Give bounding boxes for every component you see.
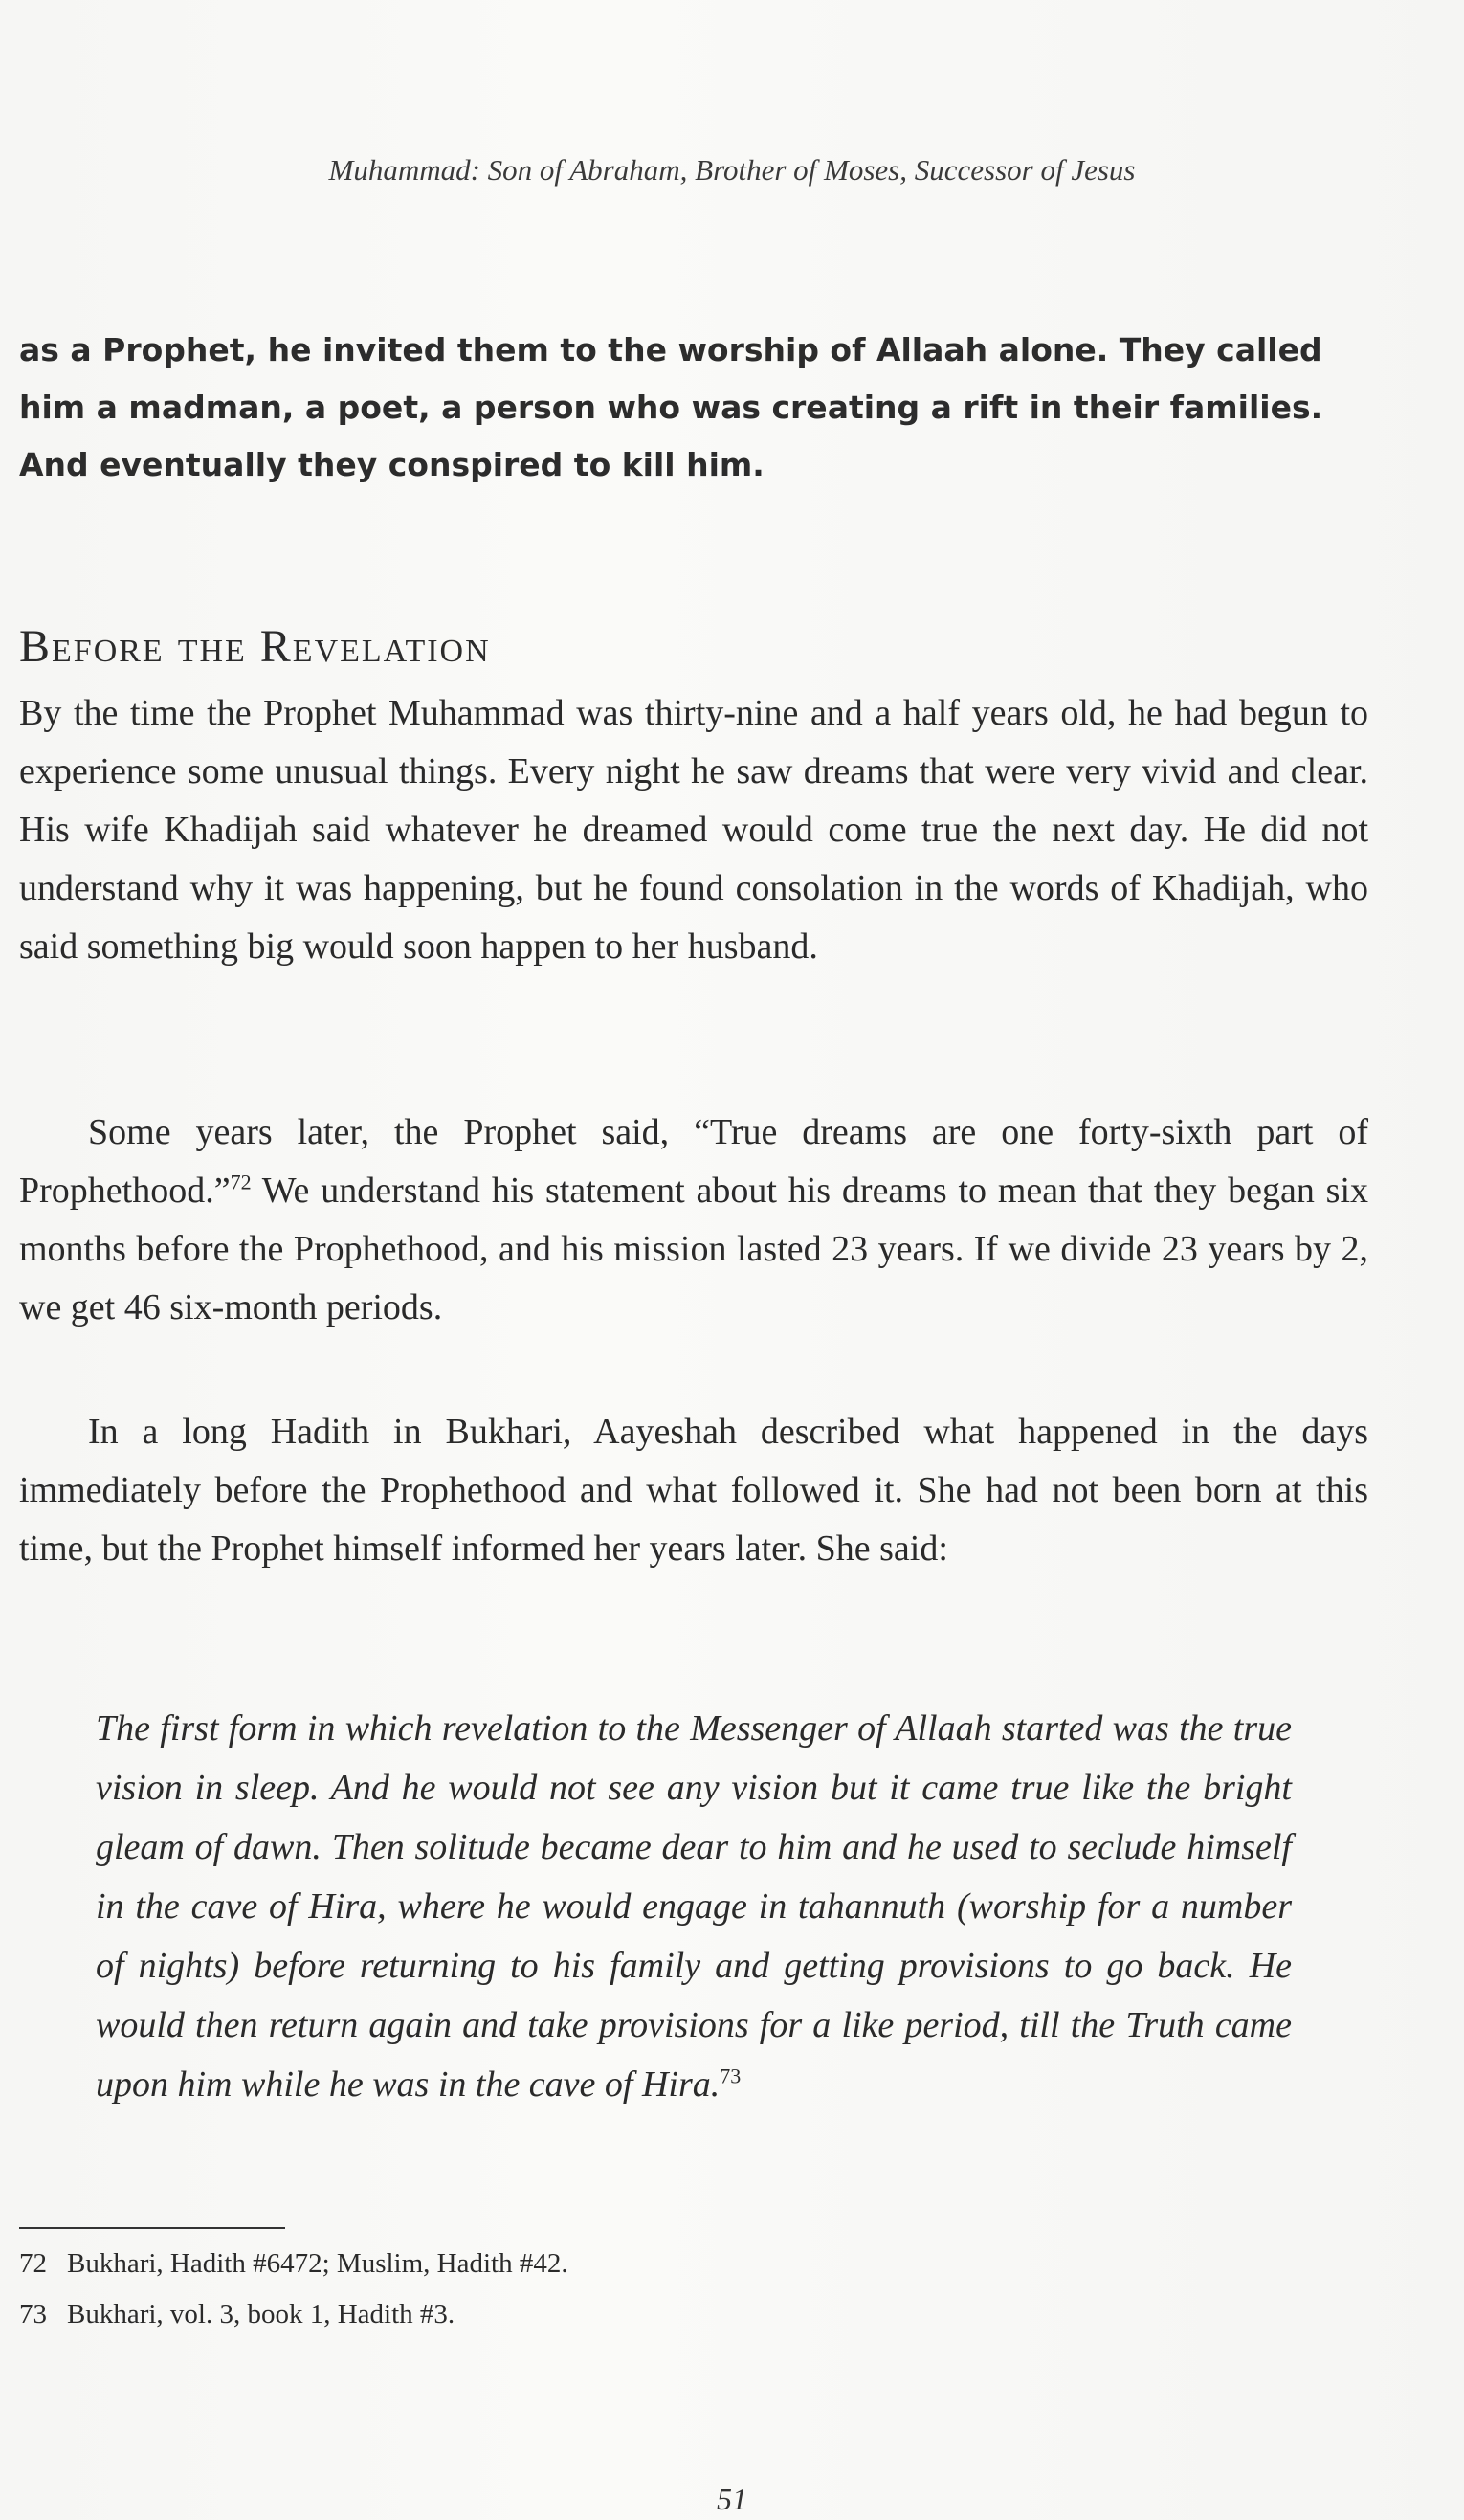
body-paragraph: By the time the Prophet Muhammad was thirty-nine and a half years old, he had begun to experience some unusual things. Every night he saw dreams that were very vivid and clear. His wife Khadijah said whatever he dreamed would come true the next day. He did not understand why it was happening, but he found consolation in the words of Khadijah, who said something big would soon happen to her husband. [19,693,1368,967]
opening-paragraph: as a Prophet, he invited them to the worship of Allaah alone. They called him a madman, a poet, a person who was creating a rift in their families. And eventually they conspired to kill him. [19,331,1323,483]
body-paragraph [19,1104,1368,1337]
quote-text: The first form in which revelation to the Messenger of Allaah started was the true vision in sleep. And he would not see any vision but it came true like the bright gleam of dawn. Then solitude became dear to him and he used to seclude himself in the cave of Hira, where he would engage in tahannuth (worship for a number of nights) before returning to his family and getting provisions to go back. He would then return again and take provisions for a like period, till the Truth came upon him while he was in the cave of Hira. [96,1708,1292,2105]
page-number: 51 [717,2482,747,2516]
footnote-text: Bukhari, vol. 3, book 1, Hadith #3. [67,2299,455,2330]
hadith-block-quote [96,1699,1292,2114]
footnote [19,2295,1359,2333]
paragraph-text: Some years later, the Prophet said, “True dreams are one forty-sixth part of Prophethood.” [19,1112,1368,1211]
footnote-reference: 72 [230,1170,252,1194]
footnote-number: 73 [19,2299,47,2330]
footnote [19,2244,1359,2283]
body-paragraph: In a long Hadith in Bukhari, Aayeshah described what happened in the days immediately before the Prophethood and what followed it. She had not been born at this time, but the Prophet himself informed her years later. She said: [19,1412,1368,1569]
footnote-number: 72 [19,2248,47,2279]
paragraph-text: We understand his statement about his dreams to mean that they began six months before the Prophethood, and his mission lasted 23 years. If we divide 23 years by 2, we get 46 six-month periods. [19,1171,1368,1327]
footnote-divider [19,2227,285,2229]
footnote-reference: 73 [720,2063,742,2088]
section-heading: Before the Revelation [19,621,491,672]
running-head: Muhammad: Son of Abraham, Brother of Moses, Successor of Jesus [328,153,1136,187]
footnote-text: Bukhari, Hadith #6472; Muslim, Hadith #42. [67,2248,568,2279]
